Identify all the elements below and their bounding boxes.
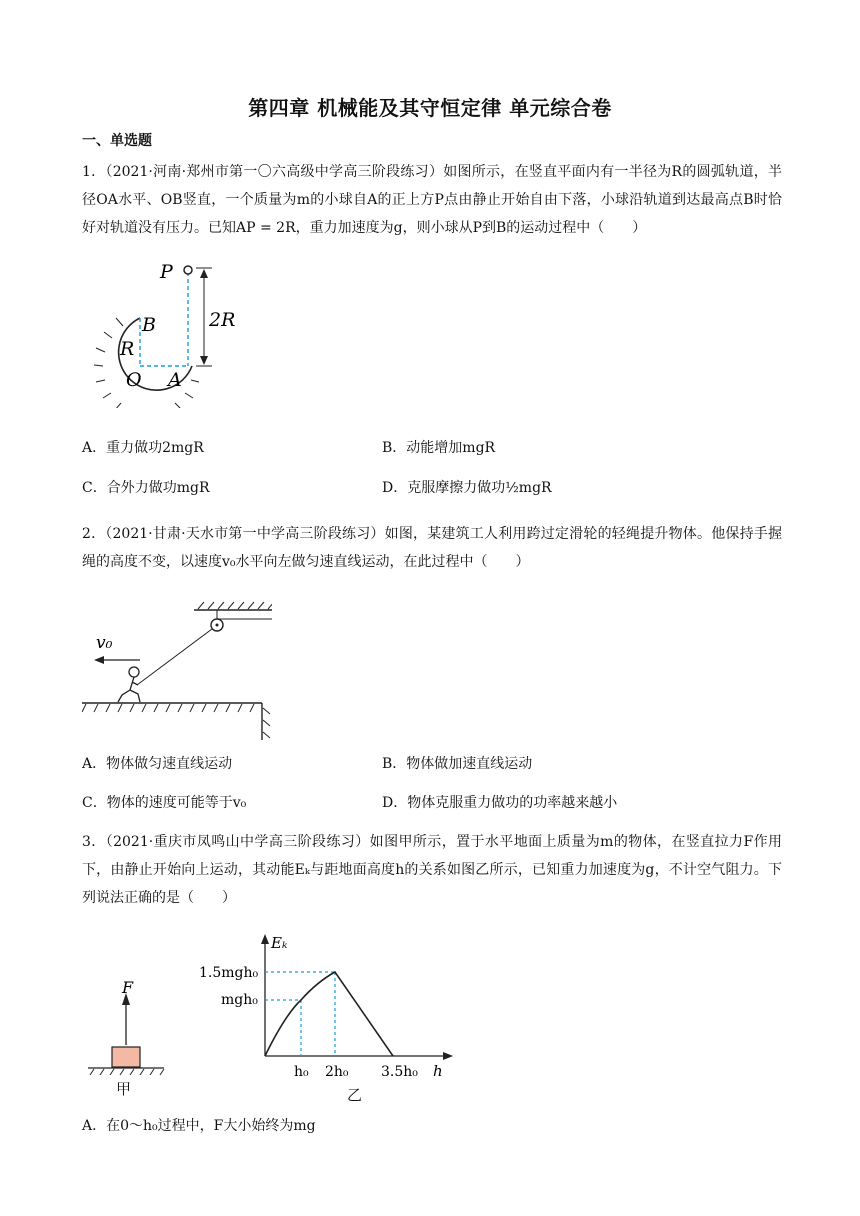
label-P: P xyxy=(160,261,173,283)
question-2-stem: 2．（2021·甘肃·天水市第一中学高三阶段练习）如图，某建筑工人利用跨过定滑轮的轻绳提升物体。他保持手握绳的高度不变，以速度v₀水平向左做匀速直线运动，在此过程中（ ） xyxy=(82,526,782,570)
q3-option-a: A．在0～h₀过程中，F大小始终为mg xyxy=(82,1118,316,1134)
label-v0: v₀ xyxy=(96,633,113,653)
question-3-stem: 3．（2021·重庆市凤鸣山中学高三阶段练习）如图甲所示，置于水平地面上质量为m的物体，在竖直拉力F作用下，由静止开始向上运动，其动能Eₖ与距地面高度h的关系如图乙所示，已知重力加速度为g，不计空气阻力。下列说法正确的是（ ） xyxy=(82,834,782,906)
q2-option-a: A．物体做匀速直线运动 xyxy=(82,756,233,772)
figure-jia xyxy=(82,975,172,1075)
label-O: O xyxy=(126,369,142,391)
tick-x-3: 3.5h₀ xyxy=(381,1064,418,1080)
tick-y-1: 1.5mgh₀ xyxy=(199,965,259,981)
figure-pulley xyxy=(82,590,272,740)
tick-x-2: 2h₀ xyxy=(325,1064,349,1080)
label-yi: 乙 xyxy=(347,1086,363,1104)
page-title: 第四章 机械能及其守恒定律 单元综合卷 xyxy=(248,96,612,120)
label-2R: 2R xyxy=(209,309,236,331)
section-heading: 一、单选题 xyxy=(82,133,152,149)
axis-label-y: Eₖ xyxy=(271,934,288,952)
q2-option-b: B．物体做加速直线运动 xyxy=(382,756,533,772)
label-jia: 甲 xyxy=(116,1080,132,1098)
figure-yi-chart xyxy=(195,930,460,1080)
q2-option-c: C．物体的速度可能等于v₀ xyxy=(82,795,247,811)
q1-option-b: B．动能增加mgR xyxy=(382,440,496,456)
label-R: R xyxy=(120,338,135,360)
tick-y-2: mgh₀ xyxy=(221,992,258,1008)
q2-option-d: D．物体克服重力做功的功率越来越小 xyxy=(382,795,618,811)
tick-x-1: h₀ xyxy=(294,1064,309,1080)
q1-option-d: D．克服摩擦力做功½mgR xyxy=(382,480,552,496)
q1-option-a: A．重力做功2mgR xyxy=(82,440,204,456)
label-B: B xyxy=(142,314,156,336)
q1-option-c: C．合外力做功mgR xyxy=(82,480,210,496)
label-F: F xyxy=(122,978,134,997)
axis-label-x: h xyxy=(433,1062,443,1080)
question-1-stem: 1．（2021·河南·郑州市第一〇六高级中学高三阶段练习）如图所示，在竖直平面内有一半径为R的圆弧轨道，半径OA水平、OB竖直，一个质量为m的小球自A的正上方P点由静止开始自由下落，小球沿轨道到达最高点B时恰好对轨道没有压力。已知AP = 2R，重力加速度为g，则小球从P到B的运动过程中（ ） xyxy=(82,164,782,236)
figure-circular-track xyxy=(78,258,238,408)
label-A: A xyxy=(168,369,182,391)
